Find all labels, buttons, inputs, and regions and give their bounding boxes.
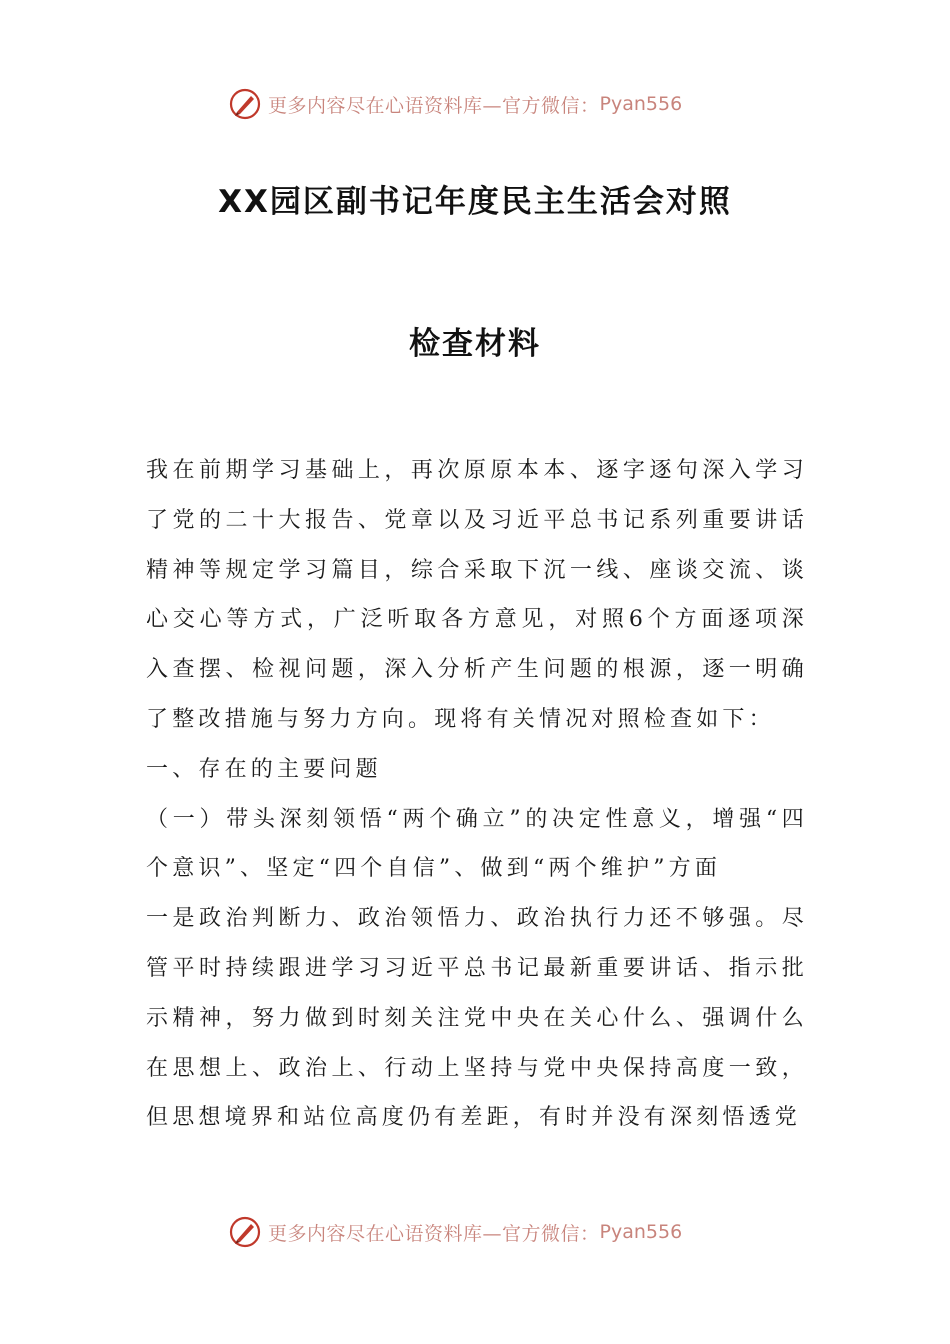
watermark-text: 更多内容尽在心语资料库—官方微信： bbox=[268, 1222, 600, 1245]
watermark-wechat-id: Pyan556 bbox=[599, 93, 683, 115]
watermark-wechat-id: Pyan556 bbox=[599, 1221, 683, 1243]
document-body bbox=[146, 446, 808, 1143]
document-title-line1: XX园区副书记年度民主生活会对照 bbox=[218, 184, 732, 220]
watermark-footer bbox=[228, 1212, 682, 1252]
document-title-line2: 检查材料 bbox=[409, 326, 541, 362]
paragraph-intro: 我在前期学习基础上，再次原原本本、逐字逐句深入学习了党的二十大报告、党章以及习近平总书记系列重要讲话精神等规定学习篇目，综合采取下沉一线、座谈交流、谈心交心等方式，广泛听取各方意见，对照6个方面逐项深入查摆、检视问题，深入分析产生问题的根源，逐一明确了整改措施与努力方向。现将有关情况对照检查如下： bbox=[146, 458, 808, 732]
subsection-heading: （一）带头深刻领悟“两个确立”的决定性意义，增强“四个意识”、坚定“四个自信”、做到“两个维护”方面 bbox=[146, 806, 808, 882]
pen-circle-icon bbox=[228, 1215, 262, 1249]
paragraph-point-one: 一是政治判断力、政治领悟力、政治执行力还不够强。尽管平时持续跟进学习习近平总书记最新重要讲话、指示批示精神，努力做到时刻关注党中央在关心什么、强调什么在思想上、政治上、行动上坚持与党中央保持高度一致，但思想境界和站位高度仍有差距，有时并没有深刻悟透党 bbox=[146, 906, 808, 1131]
pen-circle-icon bbox=[228, 87, 262, 121]
section-heading: 一、存在的主要问题 bbox=[146, 756, 382, 782]
watermark-header bbox=[228, 84, 682, 124]
watermark-text: 更多内容尽在心语资料库—官方微信： bbox=[268, 94, 600, 117]
